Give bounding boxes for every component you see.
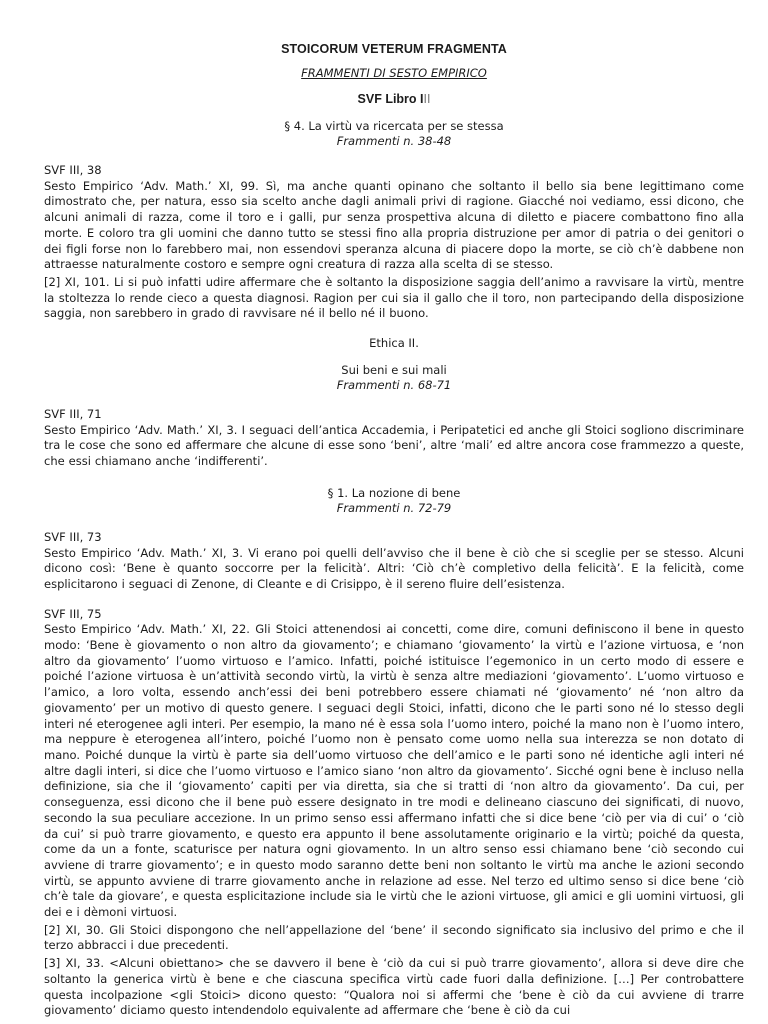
document-title: STOICORUM VETERUM FRAGMENTA — [281, 42, 507, 56]
fragment-text-continued: [3] XI, 33. <Alcuni obiettano> che se davvero il bene è ‘ciò da cui si può trarre giovamento’, allora si deve dire che soltanto la generica virtù è bene e che ciascuna specifica virtù cade fuori dalla definizione. […] Per controbattere questa incolpazione <gli Stoici> dicono questo: “Qualora noi si affermi che ‘bene è ciò da cui avviene di trarre giovamento’ diciamo questo intendendolo equivalente ad affermare che ‘bene è ciò da cui — [44, 956, 744, 1018]
section-title: § 1. La nozione di bene — [327, 485, 461, 500]
fragment-entry — [44, 530, 744, 593]
fragment-entry — [44, 407, 744, 470]
fragment-text: Sesto Empirico ‘Adv. Math.’ XI, 99. Sì, ma anche quanti opinano che soltanto il bello sia bene legittimano come dimostrato che, per natura, esso sia scelto anche dagli animali privi di ragione. Giacché noi vediamo, essi dicono, che alcuni animali di razza, come il toro e i galli, pur senza prospettiva alcuna di diletto e piacere combattono fino alla morte. E coloro tra gli uomini che danno tutto se stessi fino alla propria distruzione per amor di patria o dei genitori o dei figli forse non lo farebbero mai, non essendovi speranza alcuna di piacere dopo la morte, se ciò ch’è dabbene non attraesse naturalmente costoro e sempre ogni creatura di razza alla scelta di se stesso. — [44, 178, 744, 272]
ethica-heading: Ethica II. — [369, 336, 419, 351]
fragment-ref: SVF III, 71 — [44, 407, 102, 422]
book-heading — [44, 92, 744, 106]
fragment-entry — [44, 607, 744, 1019]
fragment-ref: SVF III, 73 — [44, 529, 102, 544]
book-suffix: II — [423, 92, 431, 106]
book-label: SVF Libro I — [357, 92, 424, 106]
fragment-entry — [44, 163, 744, 322]
section-fragments: Frammenti n. 38-48 — [336, 134, 452, 148]
section-title: § 4. La virtù va ricercata per se stessa — [284, 119, 504, 133]
fragment-text-continued: [2] XI, 101. Li si può infatti udire affermare che è soltanto la disposizione saggia dell’animo a ravvisare la virtù, mentre la stoltezza lo rende cieco a questa diagnosi. Ragion per cui sia il gallo che il toro, non partecipando della disposizione saggia, non sarebbero in grado di ravvisare né il bello né il buono. — [44, 274, 744, 321]
document-subtitle: FRAMMENTI DI SESTO EMPIRICO — [301, 66, 487, 80]
section-fragments: Frammenti n. 68-71 — [336, 378, 452, 393]
section-fragments: Frammenti n. 72-79 — [336, 500, 452, 515]
fragment-text: Sesto Empirico ‘Adv. Math.’ XI, 3. I seguaci dell’antica Accademia, i Peripatetici ed anche gli Stoici sogliono discriminare tra le cose che sono ed affermare che alcune di esse sono ‘beni’, altre ‘mali’ ed altre ancora cose frammezzo a queste, che essi chiamano anche ‘indifferenti’. — [44, 422, 744, 469]
fragment-ref: SVF III, 75 — [44, 606, 102, 621]
fragment-text: Sesto Empirico ‘Adv. Math.’ XI, 22. Gli Stoici attenendosi ai concetti, come dire, comuni definiscono il bene in questo modo: ‘Bene è giovamento o non altro da giovamento’; e chiamano ‘giovamento’ la virtù e l’azione virtuosa, e ‘non altro da giovamento’ l’uomo virtuoso e l’amico. Infatti, poiché istituisce l’egemonico in un certo modo di essere e poiché l’azione virtuosa è un’attività secondo virtù, la virtù è senza altre mediazioni ‘giovamento’. L’uomo virtuoso e l’amico, a loro volta, essendo anch’essi dei beni potrebbero essere chiamati né ‘giovamento’ né ‘non altro da giovamento’ per un motivo di questo genere. I seguaci degli Stoici, infatti, dicono che le parti sono né lo stesso degli interi né eterogenee agli interi. Per esempio, la mano né è essa sola l’uomo intero, poiché la mano non è l’uomo intero, ma neppure è eterogenea all’intero, poiché l’uomo non è pensato come uomo nella sua interezza se non dotato di mano. Poiché dunque la virtù è parte sia dell’uomo virtuoso che dell’amico e le parti sono né identiche agli interi né altre dagli interi, si dice che l’uomo virtuoso e l’amico siano ‘non altro da giovamento’. Sicché ogni bene è incluso nella definizione, sia che il ‘giovamento’ capiti per via diretta, sia che si tratti di ‘non altro da giovamento’. Da cui, per conseguenza, essi dicono che il bene può essere designato in tre modi e delineano ciascuno dei significati, di nuovo, secondo la sua peculiare accezione. In un primo senso essi affermano infatti che si dice bene ‘ciò per via di cui’ o ‘ciò da cui’ si può trarre giovamento, e questo era appunto il bene assolutamente originario e la virtù; poiché da questa, come da un a fonte, scaturisce per natura ogni giovamento. In un altro senso essi chiamano bene ‘ciò secondo cui avviene di trarre giovamento’; e in questo modo saranno dette beni non soltanto le virtù ma anche le azioni secondo virtù, se appunto avviene di trarre giovamento anche in relazione ad esse. Nel terzo ed ultimo senso si dice bene ‘ciò ch’è tale da giovare’, e questa esplicitazione include sia le virtù che le azioni virtuose, gli amici e gli uomini virtuosi, gli dei e i dèmoni virtuosi. — [44, 622, 744, 920]
fragment-text: Sesto Empirico ‘Adv. Math.’ XI, 3. Vi erano poi quelli dell’avviso che il bene è ciò che si sceglie per se stesso. Alcuni dicono così: ‘Bene è quanto soccorre per la felicità’. Altri: ‘Ciò ch’è completivo della felicità’. E la felicità, come esplicitarono i seguaci di Zenone, di Cleante e di Crisippo, è il sereno fluire dell’esistenza. — [44, 545, 744, 591]
section-title: Sui beni e sui mali — [341, 363, 447, 378]
fragment-text-continued: [2] XI, 30. Gli Stoici dispongono che nell’appellazione del ‘bene’ il secondo significato sia inclusivo del primo e che il terzo abbracci i due precedenti. — [44, 922, 744, 953]
fragment-ref: SVF III, 38 — [44, 163, 102, 177]
